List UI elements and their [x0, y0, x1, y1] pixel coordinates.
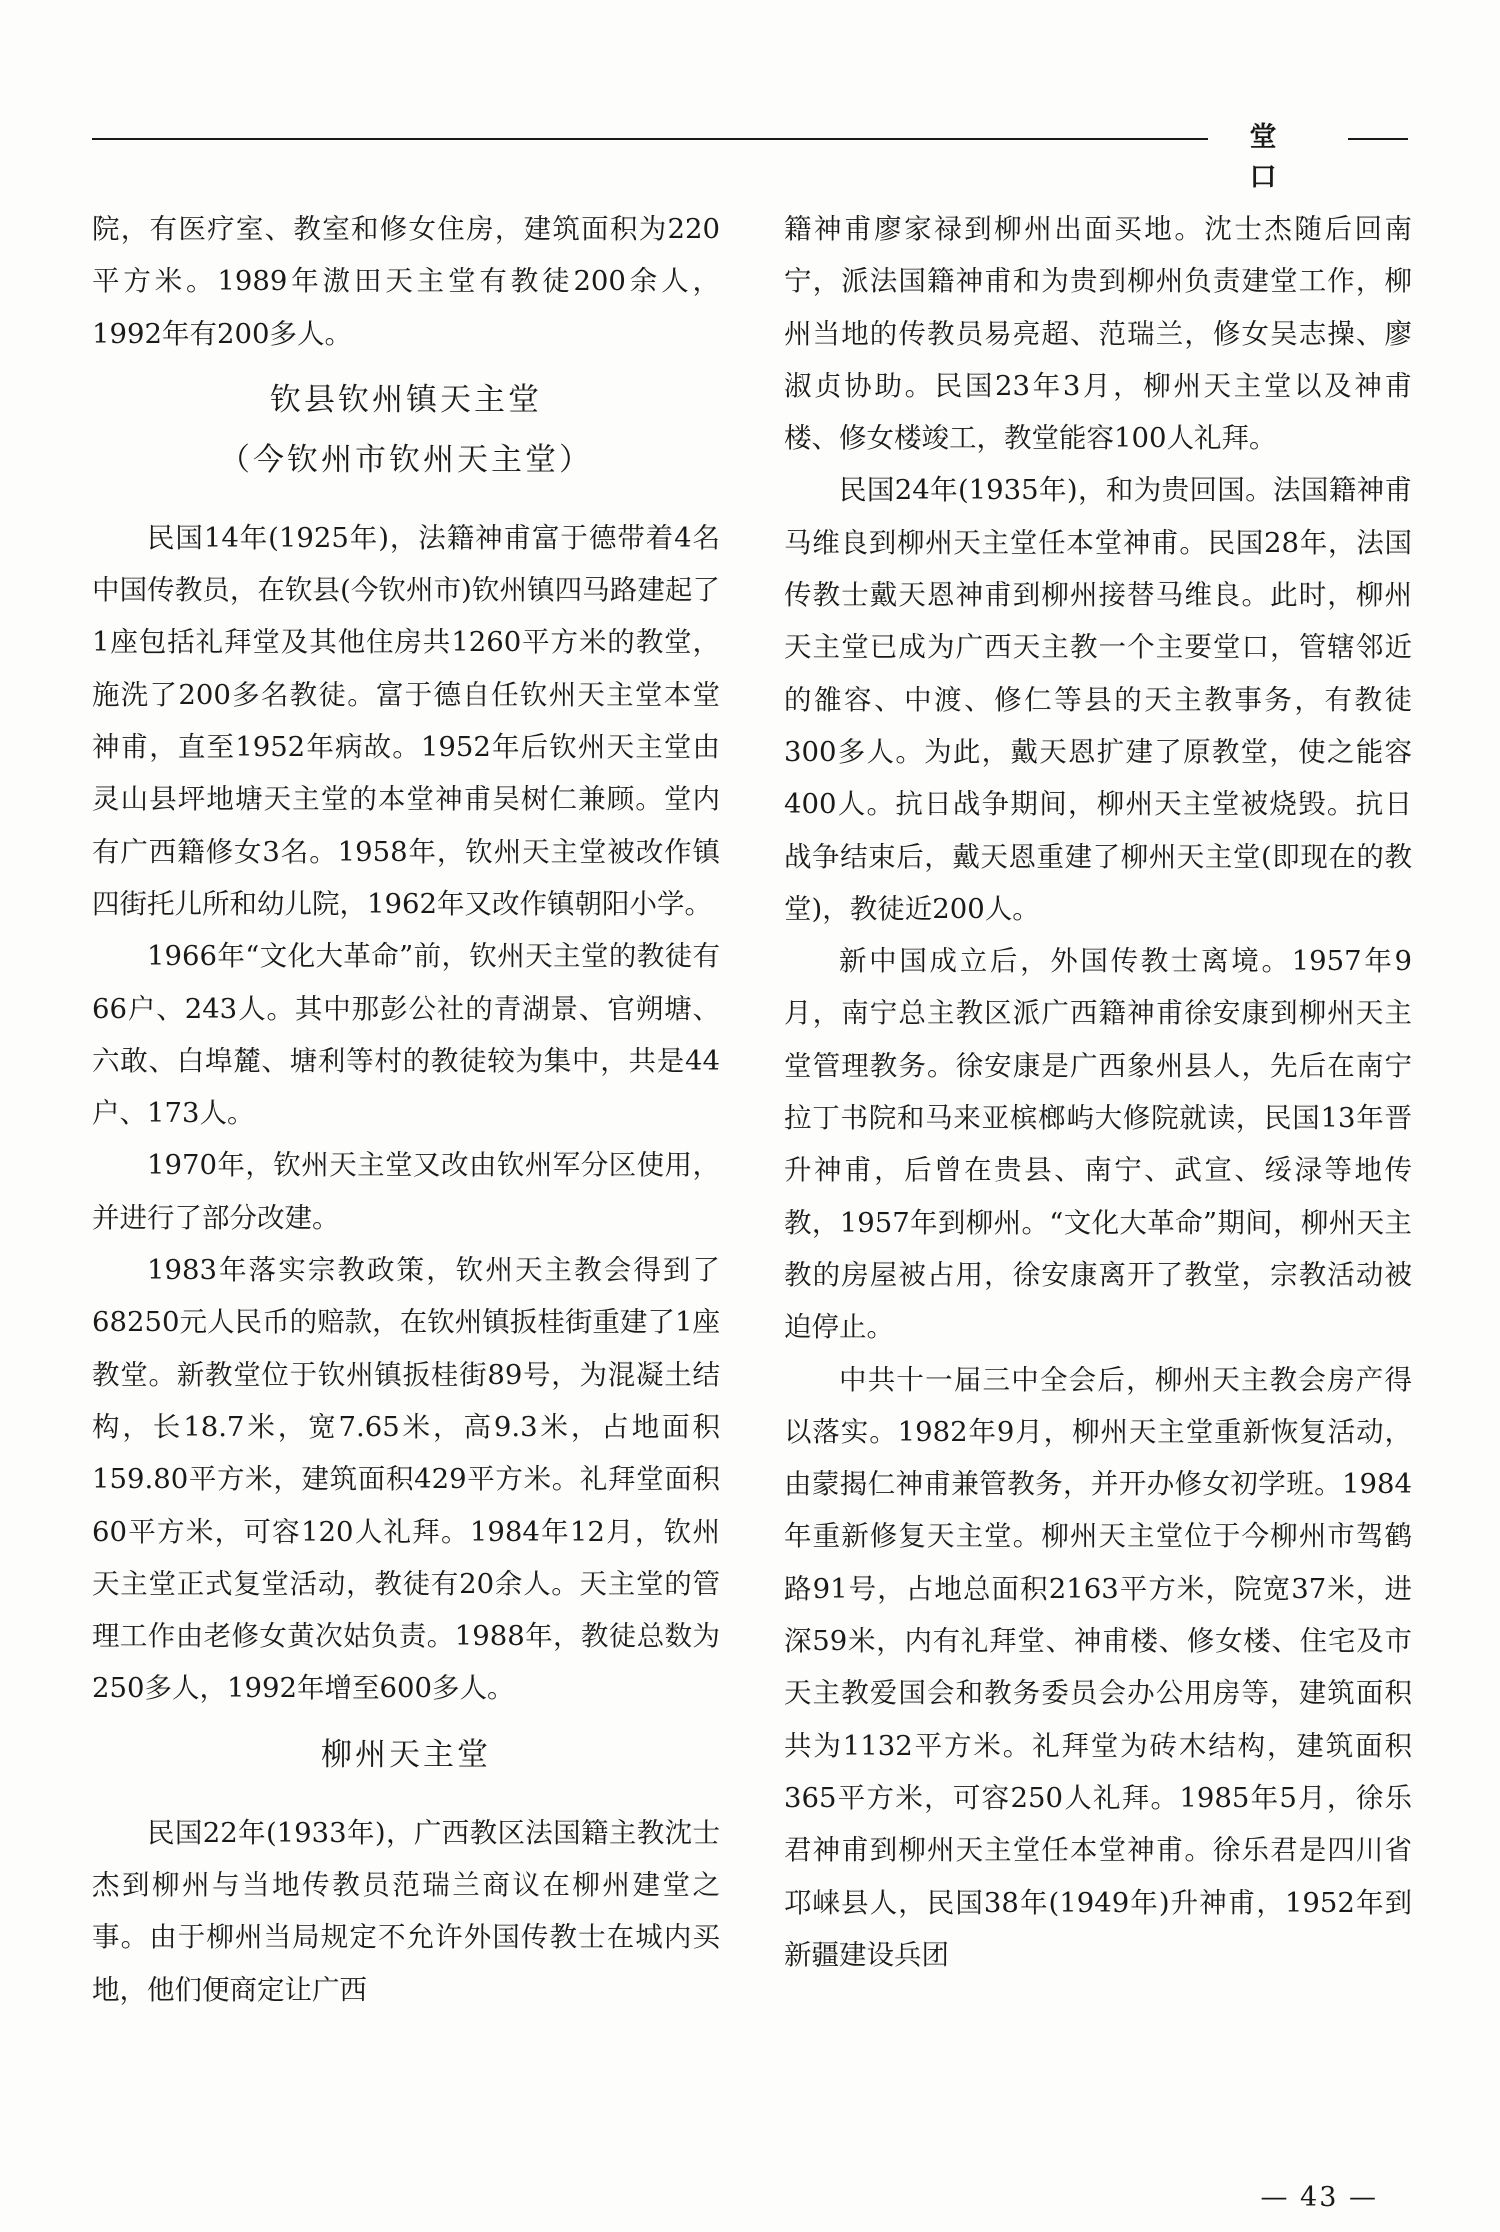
paragraph: 民国14年(1925年)，法籍神甫富于德带着4名中国传教员，在钦县(今钦州市)钦州镇四马路建起了1座包括礼拜堂及其他住房共1260平方米的教堂，施洗了200多名教徒。富于德自任钦州天主堂本堂神甫，直至1952年病故。1952年后钦州天主堂由灵山县坪地塘天主堂的本堂神甫吴树仁兼顾。堂内有广西籍修女3名。1958年，钦州天主堂被改作镇四街托儿所和幼儿院，1962年又改作镇朝阳小学。 — [92, 521, 720, 920]
paragraph: 1966年“文化大革命”前，钦州天主堂的教徒有66户、243人。其中那彭公社的青湖景、官朔塘、六敢、白埠麓、塘利等村的教徒较为集中，共是44户、173人。 — [92, 940, 720, 1130]
section-subheading: （今钦州市钦州天主堂） — [219, 441, 593, 478]
paragraph: 中共十一届三中全会后，柳州天主教会房产得以落实。1982年9月，柳州天主堂重新恢复活动，由蒙揭仁神甫兼管教务，并开办修女初学班。1984年重新修复天主堂。柳州天主堂位于今柳州市驾鹤路91号，占地总面积2163平方米，院宽37米，进深59米，内有礼拜堂、神甫楼、修女楼、住宅及市天主教爱国会和教务委员会办公用房等，建筑面积共为1132平方米。礼拜堂为砖木结构，建筑面积365平方米，可容250人礼拜。1985年5月，徐乐君神甫到柳州天主堂任本堂神甫。徐乐君是四川省邛崃县人，民国38年(1949年)升神甫，1952年到新疆建设兵团 — [784, 1363, 1412, 1971]
header-rule-left — [92, 138, 1208, 140]
paragraph: 民国22年(1933年)，广西教区法国籍主教沈士杰到柳州与当地传教员范瑞兰商议在柳州建堂之事。由于柳州当局规定不允许外国传教士在城内买地，他们便商定让广西 — [92, 1816, 720, 2006]
section-heading: 钦县钦州镇天主堂 — [270, 381, 542, 418]
paragraph: 1983年落实宗教政策，钦州天主教会得到了68250元人民币的赔款，在钦州镇扳桂街重建了1座教堂。新教堂位于钦州镇扳桂街89号，为混凝土结构，长18.7米，宽7.65米，高9.3米，占地面积159.80平方米，建筑面积429平方米。礼拜堂面积60平方米，可容120人礼拜。1984年12月，钦州天主堂正式复堂活动，教徒有20余人。天主堂的管理工作由老修女黄次姑负责。1988年，教徒总数为250多人，1992年增至600多人。 — [92, 1254, 720, 1705]
paragraph: 院，有医疗室、教室和修女住房，建筑面积为220平方米。1989年滶田天主堂有教徒200余人，1992年有200多人。 — [92, 213, 720, 350]
running-header — [92, 118, 1408, 193]
page-number: — 43 — — [1260, 2182, 1378, 2213]
header-rule-right — [1348, 138, 1408, 140]
paragraph: 1970年，钦州天主堂又改由钦州军分区使用，并进行了部分改建。 — [92, 1149, 720, 1234]
section-title: 堂 口 — [1249, 122, 1301, 193]
paragraph: 新中国成立后，外国传教士离境。1957年9月，南宁总主教区派广西籍神甫徐安康到柳州天主堂管理教务。徐安康是广西象州县人，先后在南宁拉丁书院和马来亚槟榔屿大修院就读，民国13年晋升神甫，后曾在贵县、南宁、武宣、绥渌等地传教，1957年到柳州。“文化大革命”期间，柳州天主教的房屋被占用，徐安康离开了教堂，宗教活动被迫停止。 — [784, 945, 1412, 1344]
right-column — [784, 203, 1412, 1981]
paragraph: 民国24年(1935年)，和为贵回国。法国籍神甫马维良到柳州天主堂任本堂神甫。民国28年，法国传教士戴天恩神甫到柳州接替马维良。此时，柳州天主堂已成为广西天主教一个主要堂口，管辖邻近的雒容、中渡、修仁等县的天主教事务，有教徒300多人。为此，戴天恩扩建了原教堂，使之能容400人。抗日战争期间，柳州天主堂被烧毁。抗日战争结束后，戴天恩重建了柳州天主堂(即现在的教堂)，教徒近200人。 — [784, 474, 1412, 925]
section-heading: 柳州天主堂 — [321, 1736, 491, 1773]
paragraph: 籍神甫廖家禄到柳州出面买地。沈士杰随后回南宁，派法国籍神甫和为贵到柳州负责建堂工作，柳州当地的传教员易亮超、范瑞兰，修女吴志操、廖淑贞协助。民国23年3月，柳州天主堂以及神甫楼、修女楼竣工，教堂能容100人礼拜。 — [784, 213, 1412, 455]
left-column — [92, 203, 720, 2016]
